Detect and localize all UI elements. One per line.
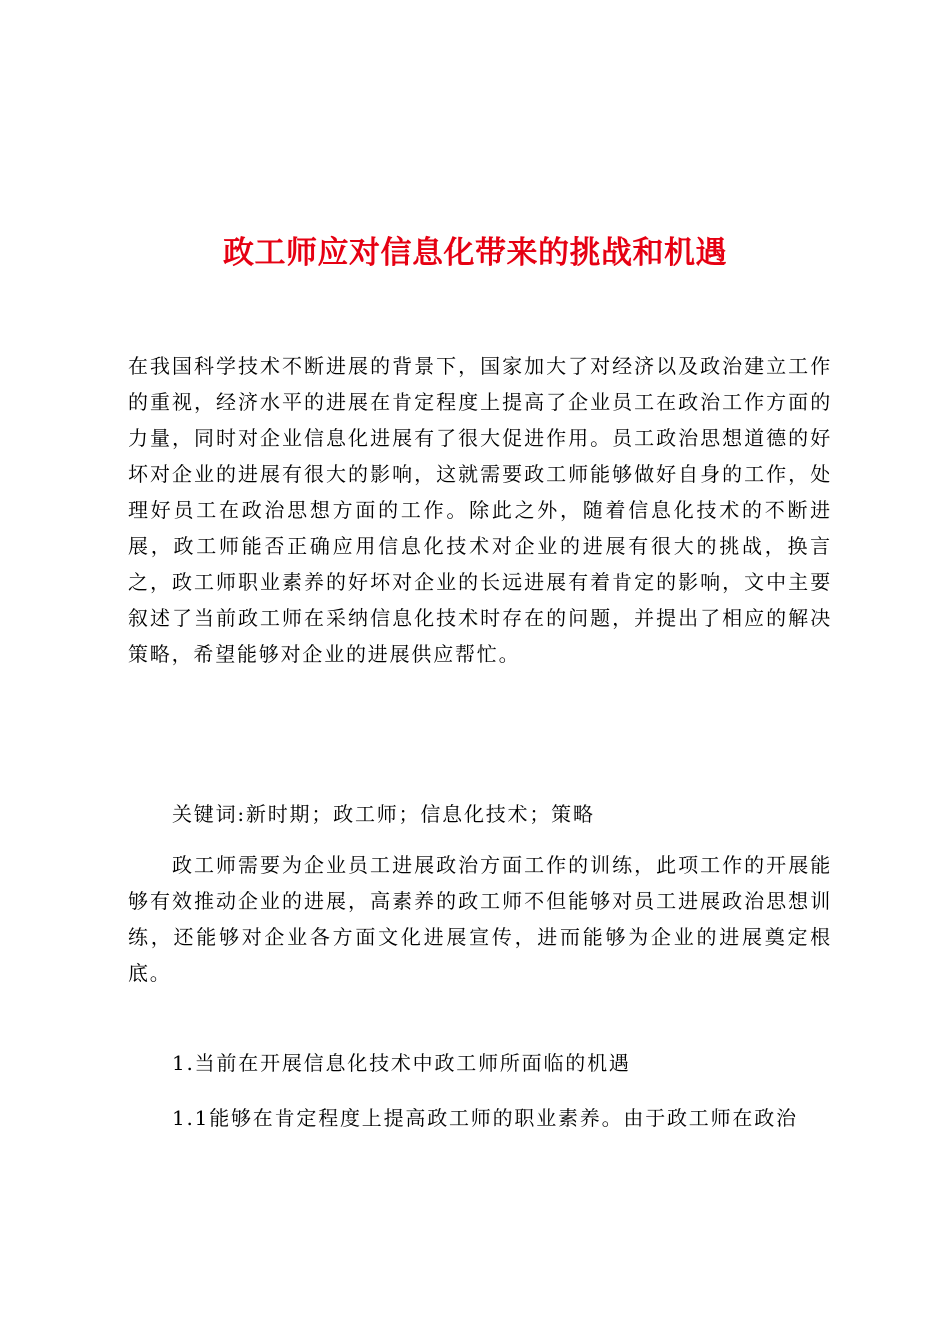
keywords-line: 关键词:新时期；政工师；信息化技术；策略 [172, 802, 595, 826]
training-paragraph: 政工师需要为企业员工进展政治方面工作的训练，此项工作的开展能够有效推动企业的进展，高素养的政工师不但能够对员工进展政治思想训练，还能够对企业各方面文化进展宣传，进而能够为企业的进展奠定根底。 [128, 853, 832, 985]
section-heading-1: 1.当前在开展信息化技术中政工师所面临的机遇 [172, 1051, 631, 1075]
document-title: 政工师应对信息化带来的挑战和机遇 [223, 234, 727, 271]
intro-paragraph: 在我国科学技术不断进展的背景下，国家加大了对经济以及政治建立工作的重视，经济水平的进展在肯定程度上提高了企业员工在政治工作方面的力量，同时对企业信息化进展有了很大促进作用。员工政治思想道德的好坏对企业的进展有很大的影响，这就需要政工师能够做好自身的工作，处理好员工在政治思想方面的工作。除此之外，随着信息化技术的不断进展，政工师能否正确应用信息化技术对企业的进展有很大的挑战，换言之，政工师职业素养的好坏对企业的长远进展有着肯定的影响，文中主要叙述了当前政工师在采纳信息化技术时存在的问题，并提出了相应的解决策略，希望能够对企业的进展供应帮忙。 [128, 354, 832, 666]
section-heading-1-1: 1.1能够在肯定程度上提高政工师的职业素养。由于政工师在政治 [172, 1106, 798, 1130]
